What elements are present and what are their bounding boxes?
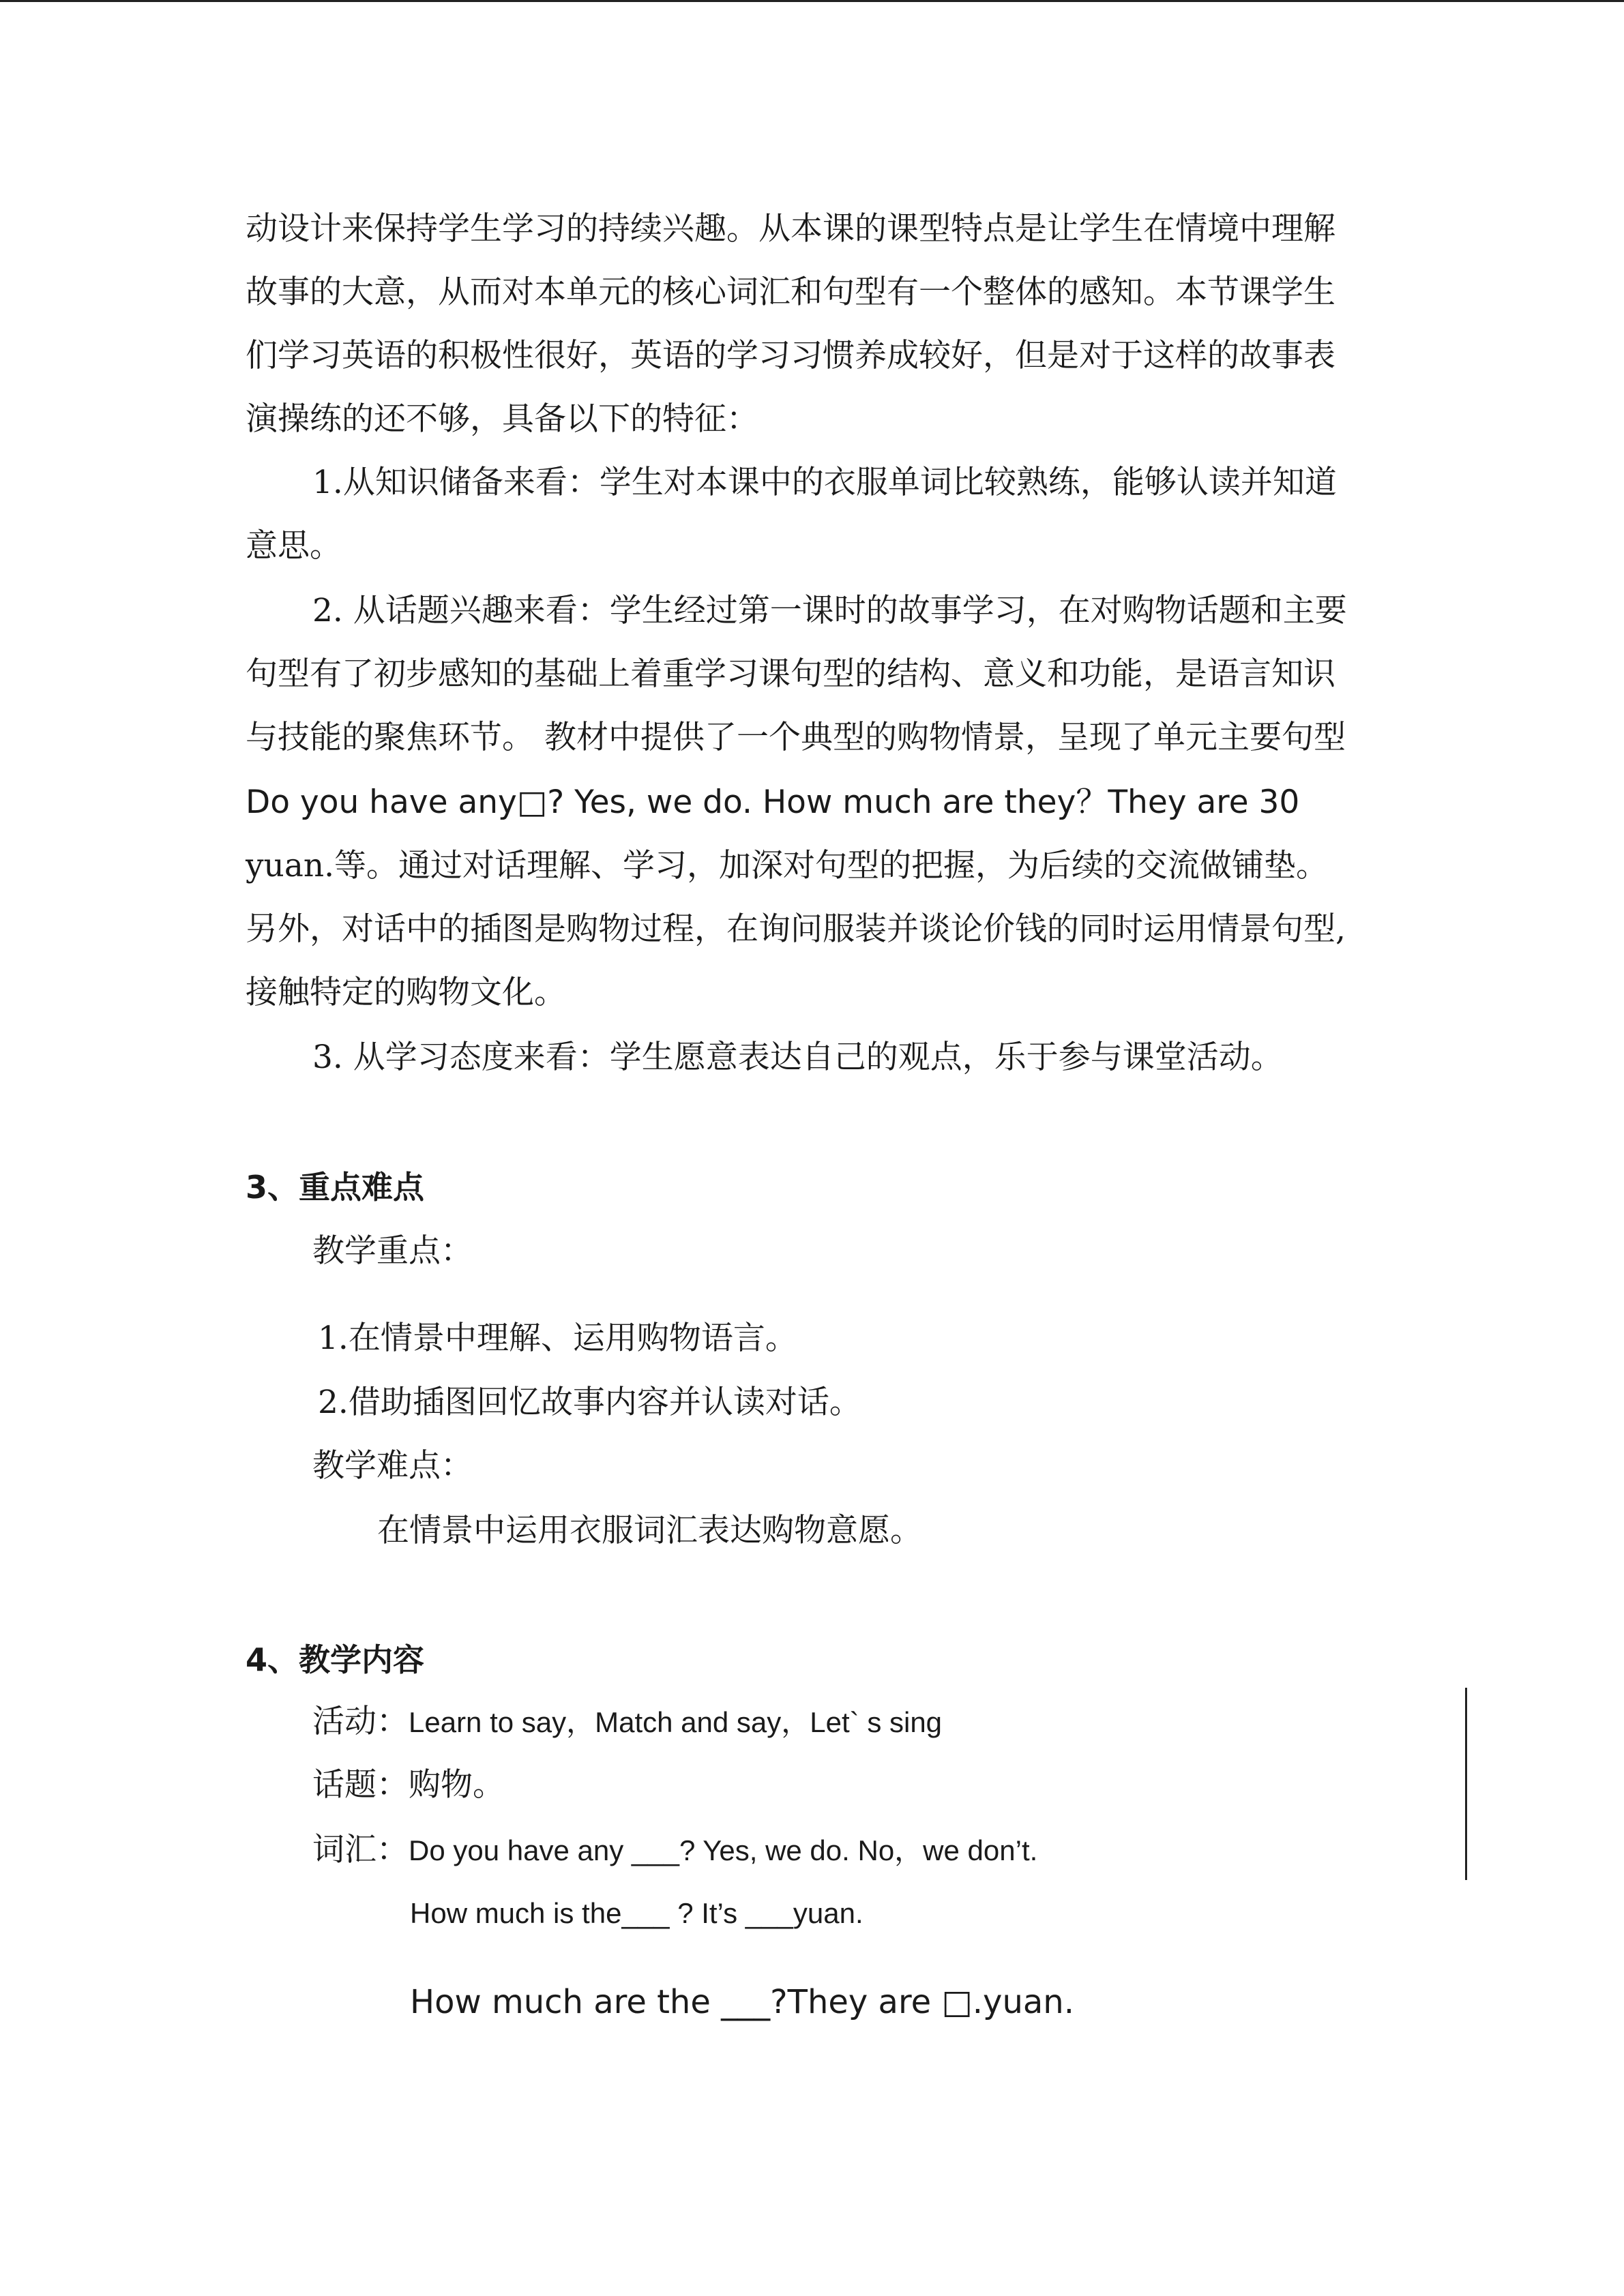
item1-line-2: 意思。 (246, 527, 342, 565)
item2-line-7: 接触特定的购物文化。 (246, 974, 566, 1011)
margin-rule (1465, 1688, 1467, 1880)
difficulty-label: 教学难点： (312, 1447, 473, 1485)
key-point-1: 1.在情景中理解、运用购物语言。 (318, 1320, 797, 1357)
item2-line-4: Do you have any□? Yes, we do. How much are they？They are 30 (246, 784, 1300, 821)
item3-line: 3. 从学习态度来看：学生愿意表达自己的观点，乐于参与课堂活动。 (312, 1039, 1283, 1076)
item2-line-1: 2. 从话题兴趣来看：学生经过第一课时的故事学习，在对购物话题和主要 (312, 592, 1347, 629)
activity-row (312, 1701, 942, 1743)
item2-line-6: 另外，对话中的插图是购物过程，在询问服装并谈论价钱的同时运用情景句型, (246, 910, 1346, 948)
topic-label: 话题： (312, 1766, 409, 1804)
intro-line-1: 动设计来保持学生学习的持续兴趣。从本课的课型特点是让学生在情境中理解 (246, 210, 1335, 248)
difficulty-text: 在情景中运用衣服词汇表达购物意愿。 (377, 1512, 922, 1549)
item2-line-3: 与技能的聚焦环节。 教材中提供了一个典型的购物情景，呈现了单元主要句型 (246, 719, 1346, 756)
section4-heading: 4、教学内容 (246, 1641, 425, 1678)
activity-label: 活动： (312, 1703, 409, 1740)
vocab-label: 词汇： (312, 1831, 409, 1868)
item2-line-5: yuan.等。通过对话理解、学习，加深对句型的把握，为后续的交流做铺垫。 (246, 847, 1329, 884)
key-points-label: 教学重点： (312, 1232, 473, 1270)
section3-heading: 3、重点难点 (246, 1169, 425, 1206)
vocab-line-2: How much is the___ ? It’s ___yuan. (410, 1897, 863, 1929)
activity-value: Learn to say，Match and say，Let` s sing (409, 1706, 943, 1738)
intro-line-4: 演操练的还不够，具备以下的特征： (246, 400, 758, 438)
vocab-line-1: Do you have any ___? Yes, we do. No，we don’t. (409, 1834, 1038, 1866)
item2-line-2: 句型有了初步感知的基础上着重学习课句型的结构、意义和功能，是语言知识 (246, 655, 1335, 693)
vocab-line-3: How much are the ___?They are □.yuan. (410, 1983, 1074, 2021)
vocab-row (312, 1830, 1037, 1871)
topic-row (312, 1765, 505, 1806)
key-point-2: 2.借助插图回忆故事内容并认读对话。 (318, 1384, 861, 1421)
topic-value: 购物。 (409, 1766, 505, 1804)
item1-line-1: 1.从知识储备来看：学生对本课中的衣服单词比较熟练，能够认读并知道 (312, 464, 1337, 501)
page-top-border (0, 0, 1624, 2)
intro-line-3: 们学习英语的积极性很好，英语的学习习惯养成较好，但是对于这样的故事表 (246, 337, 1335, 374)
intro-line-2: 故事的大意，从而对本单元的核心词汇和句型有一个整体的感知。本节课学生 (246, 273, 1335, 311)
